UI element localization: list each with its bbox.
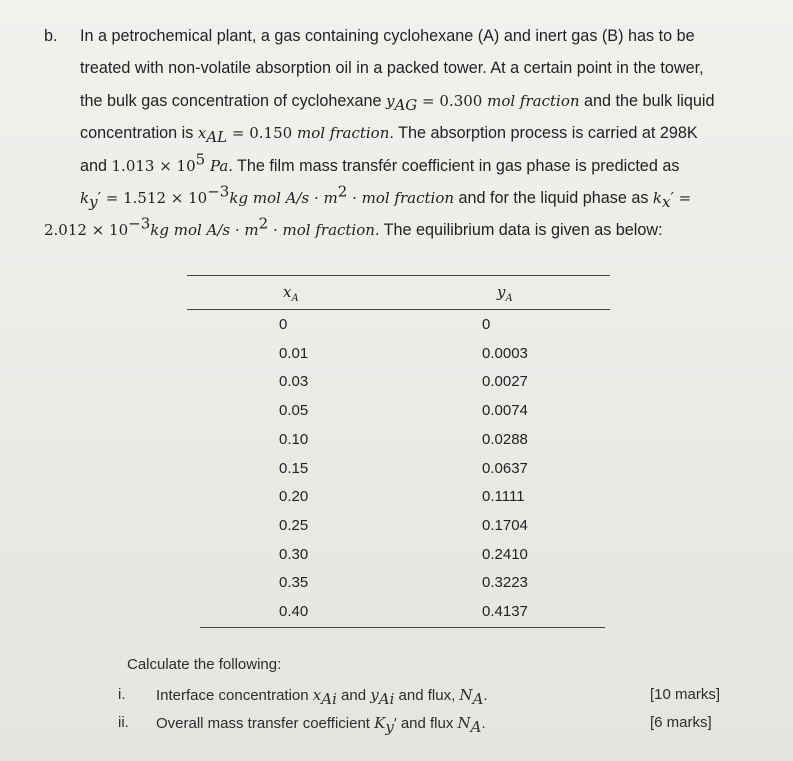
table-row — [0, 402, 793, 430]
cell-ya: 0.0074 — [482, 402, 528, 420]
cell-ya: 0.4137 — [482, 603, 528, 620]
problem-line-1: In a petrochemical plant, a gas containing cyclohexane (A) and inert gas (B) has to be — [80, 27, 695, 45]
table-bottom-rule — [200, 627, 605, 628]
table-row — [0, 517, 793, 545]
cell-ya: 0.0288 — [482, 430, 528, 448]
table-row — [0, 488, 793, 516]
question-i-number: i. — [118, 686, 126, 703]
question-ii-number: ii. — [118, 714, 129, 731]
cell-xa: 0.35 — [279, 574, 309, 592]
problem-statement — [44, 20, 756, 247]
table-header-rule — [187, 309, 610, 310]
table-row — [0, 431, 793, 459]
cell-ya: 0.2410 — [482, 545, 528, 563]
question-i-marks: [10 marks] — [650, 686, 721, 703]
table-row — [0, 574, 793, 602]
cell-ya: 0.1111 — [482, 488, 525, 506]
problem-line-3: the bulk gas concentration of cyclohexane $y_{AG} = 0.300$ mol fraction and the bulk liquid — [80, 91, 715, 115]
cell-xa: 0.03 — [279, 373, 309, 391]
cell-ya: 0 — [482, 316, 491, 333]
questions-intro: Calculate the following: — [127, 656, 282, 673]
cell-xa: 0.40 — [279, 603, 309, 620]
column-header-xa: $x_A$ — [283, 283, 299, 304]
cell-xa: 0 — [279, 316, 288, 333]
column-header-ya: $y_A$ — [497, 283, 513, 304]
table-row — [0, 316, 793, 344]
cell-xa: 0.15 — [279, 459, 309, 477]
table-row — [0, 460, 793, 488]
problem-line-7: $2.012 \times 10^{-3}kg$ mol $A/s \cdot m^2$ · mol fraction. The equilibrium data is given as below: — [44, 215, 663, 240]
problem-body — [44, 20, 756, 247]
problem-line-2: treated with non-volatile absorption oil in a packed tower. At a certain point in the tower, — [80, 59, 704, 78]
problem-line-6: $k_y' = 1.512 \times 10^{-3}kg$ mol $A/s \cdot m^2$ · mol fraction and for the liquid phase as $k_x'$ = — [80, 182, 692, 212]
cell-ya: 0.1704 — [482, 516, 528, 534]
cell-xa: 0.05 — [279, 402, 309, 420]
question-ii-text: Overall mass transfer coefficient $K_y'$ and flux $N_A$. — [156, 714, 486, 736]
cell-ya: 0.0637 — [482, 459, 528, 477]
question-i-text: Interface concentration $x_{Ai}$ and $y_{Ai}$ and flux, $N_A$. — [156, 686, 488, 708]
cell-xa: 0.01 — [279, 344, 309, 362]
problem-line-5: and $1.013 \times 10^5$ Pa. The film mass transfér coefficient in gas phase is predicted as — [80, 150, 680, 175]
cell-ya: 0.3223 — [482, 574, 528, 592]
cell-xa: 0.30 — [279, 545, 309, 563]
cell-ya: 0.0027 — [482, 373, 528, 391]
cell-ya: 0.0003 — [482, 344, 528, 362]
table-row — [0, 345, 793, 373]
cell-xa: 0.10 — [279, 430, 309, 448]
table-row — [0, 546, 793, 574]
table-row — [0, 373, 793, 401]
cell-xa: 0.20 — [279, 488, 309, 506]
cell-xa: 0.25 — [279, 516, 309, 534]
problem-label: b. — [44, 27, 58, 45]
table-top-rule — [187, 275, 610, 276]
problem-line-4: concentration is $x_{AL} = 0.150$ mol fraction. The absorption process is carried at 298K — [80, 124, 698, 147]
question-ii-marks: [6 marks] — [650, 714, 712, 731]
